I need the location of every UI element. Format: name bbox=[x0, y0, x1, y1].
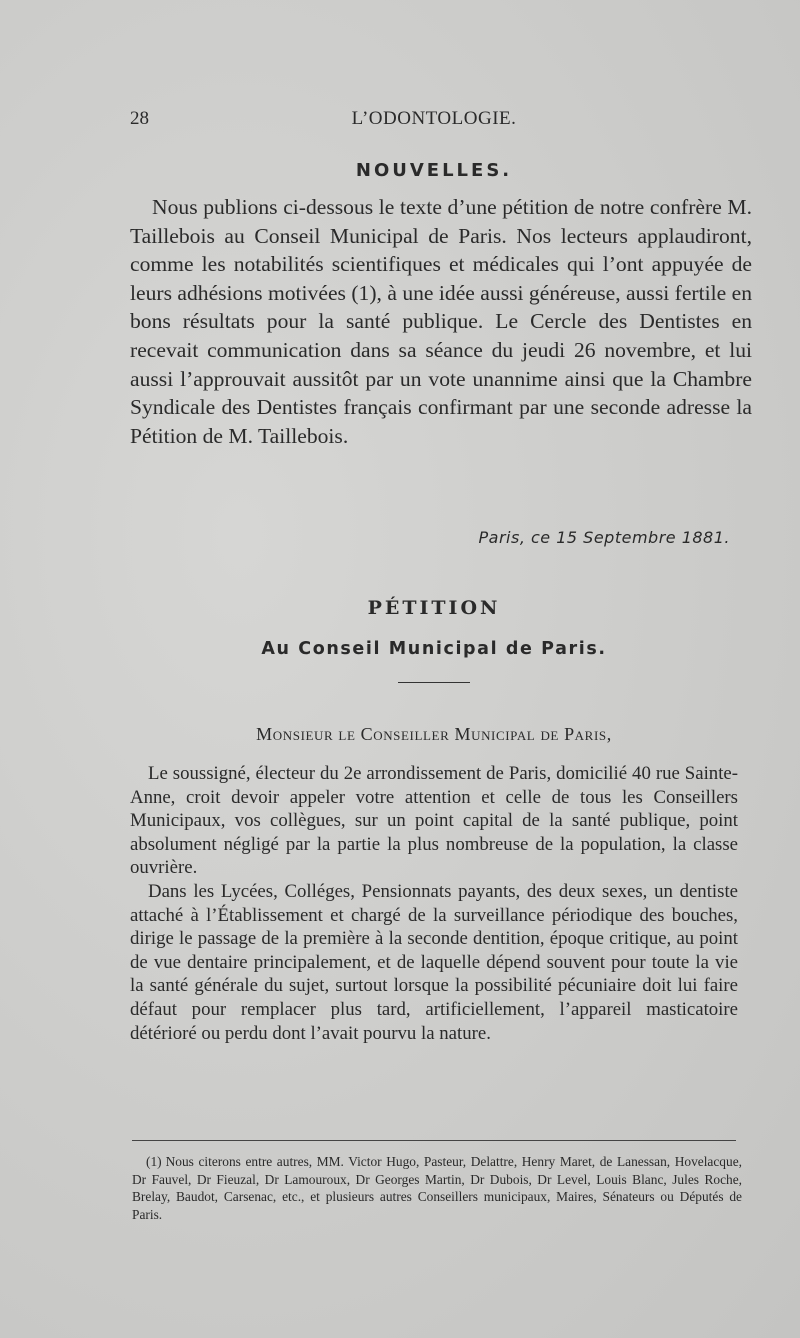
footnote-text: Nous citerons entre autres, MM. Victor Hugo, Pasteur, Delattre, Henry Maret, de Lanessan, Hovelacque, Dr Fauvel, Dr Fieuzal, Dr Lamouroux, Dr Georges Martin, Dr Dubois, Dr Level, Louis Blanc, Jules Roche, Brelay, Baudot, Carsenac, etc., et plusieurs autres Conseillers municipaux, Maires, Sénateurs ou Députés de Paris. bbox=[132, 1154, 742, 1222]
footnote-paragraph bbox=[132, 1153, 742, 1223]
intro-paragraph: Nous publions ci-dessous le texte d’une pétition de notre confrère M. Taillebois au Conseil Municipal de Paris. Nos lecteurs applaudiront, comme les notabilités scientifiques et médicales qui l’ont appuyée de leurs adhésions motivées (1), à une idée aussi généreuse, aussi fertile en bons résultats pour la santé publique. Le Cercle des Dentistes en recevait communication dans sa séance du jeudi 26 novembre, et lui aussi l’approuvait aussitôt par un vote unannime ainsi que la Chambre Syndicale des Dentistes français confirmant par une seconde adresse la Pétition de M. Taillebois. bbox=[130, 195, 752, 448]
petition-paragraph: Le soussigné, électeur du 2e arrondissement de Paris, domicilié 40 rue Sainte-Anne, croit devoir appeler votre attention et celle de tous les Conseillers Municipaux, vos collègues, sur un point capital de la santé publique, point absolument négligé par la partie la plus nombreuse de la population, la classe ouvrière. bbox=[130, 763, 738, 879]
journal-title: L’ODONTOLOGIE. bbox=[351, 108, 517, 129]
petition-dateline: Paris, ce 15 Septembre 1881. bbox=[478, 528, 730, 547]
petition-body bbox=[130, 762, 738, 1045]
petition-salutation: Monsieur le Conseiller Municipal de Paris, bbox=[256, 724, 612, 744]
petition-heading: PÉTITION bbox=[367, 597, 501, 619]
footnote-marker: (1) bbox=[146, 1154, 162, 1169]
running-header bbox=[130, 108, 738, 134]
footnote bbox=[132, 1153, 742, 1223]
footnote-rule bbox=[132, 1140, 736, 1141]
page-number: 28 bbox=[130, 108, 149, 129]
intro-text bbox=[130, 193, 752, 450]
section-title: NOUVELLES. bbox=[355, 160, 513, 181]
section-divider bbox=[398, 682, 470, 683]
petition-subheading: Au Conseil Municipal de Paris. bbox=[261, 639, 607, 659]
petition-paragraph: Dans les Lycées, Colléges, Pensionnats payants, des deux sexes, un dentiste attaché à l’Établissement et chargé de la surveillance périodique des bouches, dirige le passage de la première à la seconde dentition, époque critique, au point de vue dentaire principalement, et de laquelle dépend souvent pour toute la vie la santé générale du sujet, surtout lorsque la possibilité pécuniaire doit lui faire défaut pour remplacer plus tard, artificiellement, l’appareil masticatoire détérioré ou perdu dont l’avait pourvu la nature. bbox=[130, 880, 738, 1044]
